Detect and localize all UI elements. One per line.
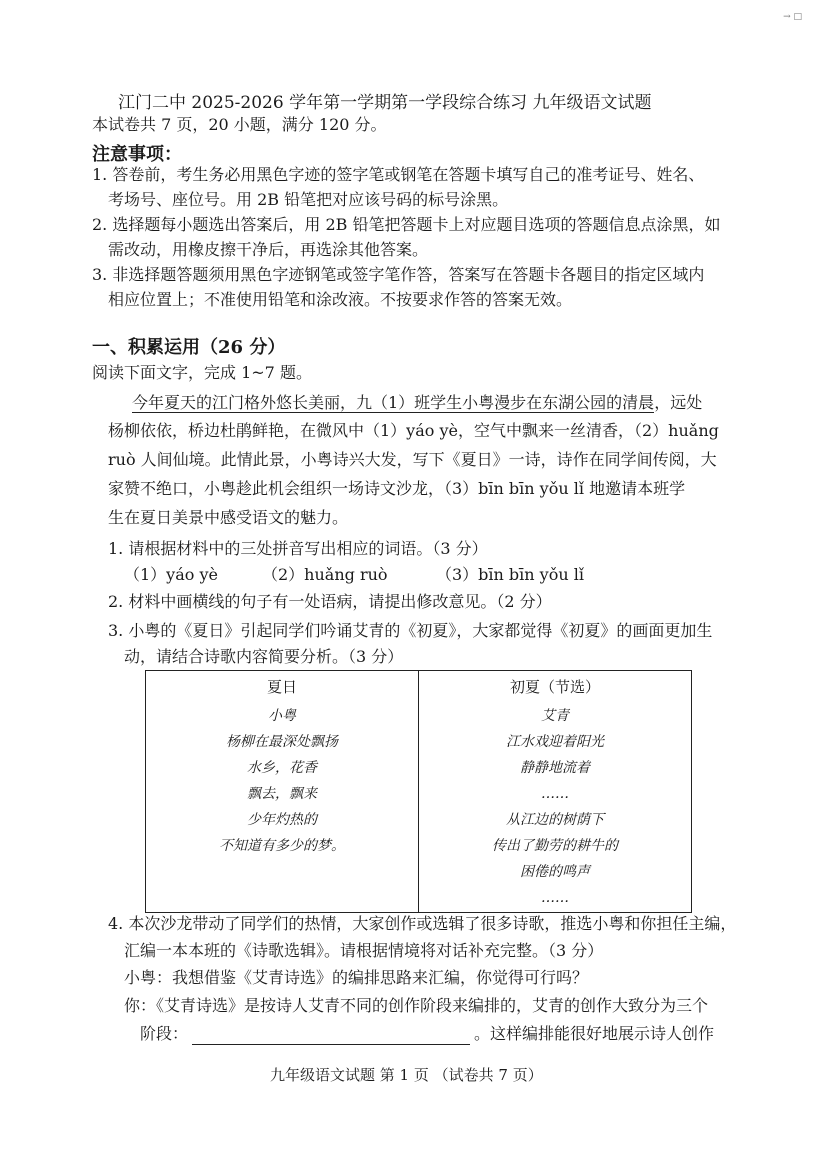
section-heading: 一、积累运用（26 分） (92, 337, 286, 358)
notice-line-5: 3. 非选择题答题须用黑色字迹钢笔或签字笔作答，答案写在答题卡各题目的指定区域内 (92, 265, 705, 284)
passage-line-5: 生在夏日美景中感受语文的魅力。 (108, 508, 349, 527)
poem-right-line: 困倦的鸣声 (520, 864, 590, 880)
q2-stem: 2. 材料中画横线的句子有一处语病，请提出修改意见。（2 分） (108, 592, 552, 611)
poem-right-line: …… (541, 890, 569, 906)
q4-stem-line-2: 汇编一本本班的《诗歌选辑》。请根据情境将对话补充完整。（3 分） (124, 941, 604, 960)
poem-right-cell (419, 671, 692, 913)
poem-left-cell (146, 671, 419, 913)
notice-line-1: 1. 答卷前，考生务必用黑色字迹的签字笔或钢笔在答题卡填写自己的准考证号、姓名、 (92, 165, 705, 184)
notice-heading: 注意事项： (92, 144, 182, 165)
poem-left-line: 杨柳在最深处飘扬 (226, 734, 338, 750)
q3-stem-line-1: 3. 小粤的《夏日》引起同学们吟诵艾青的《初夏》，大家都觉得《初夏》的画面更加生 (108, 621, 713, 640)
poem-left-line: 少年灼热的 (247, 812, 317, 828)
q4-dialog-2: 你：《艾青诗选》是按诗人艾青不同的创作阶段来编排的，艾青的创作大致分为三个 (124, 996, 709, 1015)
notice-line-6: 相应位置上；不准使用铅笔和涂改液。不按要求作答的答案无效。 (108, 290, 573, 309)
answer-blank-line[interactable] (192, 1028, 470, 1045)
poem-right-line: 艾青 (541, 708, 569, 724)
poem-left-title: 夏日 (266, 678, 297, 696)
poem-right-line: …… (541, 786, 569, 802)
passage-line-1-rest: ，远处 (654, 393, 703, 412)
q4-dialog-3-suffix: 。这样编排能很好地展示诗人创作 (474, 1024, 715, 1043)
poem-right-title: 初夏（节选） (509, 678, 600, 696)
underlined-sentence: 今年夏天的江门格外悠长美丽，九（1）班学生小粤漫步在东湖公园的清晨 (132, 393, 655, 412)
poem-left-line: 不知道有多少的梦。 (219, 838, 345, 854)
q4-dialog-3 (140, 1023, 714, 1045)
q1-answer-2: （2）huǎng ruò (262, 565, 388, 584)
passage-line-3: ruò 人间仙境。此情此景，小粤诗兴大发，写下《夏日》一诗，诗作在同学间传阅，大 (108, 450, 717, 469)
poem-left-line: 小粤 (268, 708, 296, 724)
section-instruction: 阅读下面文字，完成 1~7 题。 (92, 363, 312, 382)
passage-line-4: 家赞不绝口，小粤趁此机会组织一场诗文沙龙，（3）bīn bīn yǒu lǐ 地邀请本班学 (108, 479, 686, 498)
notice-line-4: 需改动，用橡皮擦干净后，再选涂其他答案。 (108, 240, 429, 259)
q3-stem-line-2: 动，请结合诗歌内容简要分析。（3 分） (124, 647, 404, 666)
q1-answer-1: （1）yáo yè (124, 565, 218, 584)
poem-right-line: 静静地流着 (520, 760, 590, 776)
page-footer: 九年级语文试题 第 1 页 （试卷共 7 页） (270, 1066, 543, 1084)
poem-left-line: 飘去，飘来 (247, 786, 317, 802)
poem-right-line: 传出了勤劳的耕牛的 (492, 838, 618, 854)
poem-left-line: 水乡，花香 (247, 760, 317, 776)
q4-dialog-1: 小粤：我想借鉴《艾青诗选》的编排思路来汇编，你觉得可行吗？ (124, 968, 589, 987)
q4-stem-line-1: 4. 本次沙龙带动了同学们的热情，大家创作或选辑了很多诗歌，推选小粤和你担任主编， (108, 914, 737, 933)
poem-right-line: 从江边的树荫下 (506, 812, 604, 828)
poem-right-line: 江水戏迎着阳光 (506, 734, 604, 750)
passage-line-2: 杨柳依依，桥边杜鹃鲜艳，在微风中（1）yáo yè，空气中飘来一丝清香，（2）huǎng (108, 421, 719, 440)
exam-title: 江门二中 2025-2026 学年第一学期第一学段综合练习 九年级语文试题 (118, 93, 652, 113)
exam-info: 本试卷共 7 页，20 小题，满分 120 分。 (92, 115, 387, 134)
poem-comparison-table (145, 670, 692, 913)
q1-answer-3: （3）bīn bīn yǒu lǐ (436, 565, 584, 584)
corner-scan-mark: → □ (783, 12, 802, 22)
passage-line-1 (132, 392, 702, 414)
notice-line-2: 考场号、座位号。用 2B 铅笔把对应该号码的标号涂黑。 (108, 190, 509, 209)
q1-stem: 1. 请根据材料中的三处拼音写出相应的词语。（3 分） (108, 539, 488, 558)
notice-line-3: 2. 选择题每小题选出答案后，用 2B 铅笔把答题卡上对应题目选项的答题信息点涂黑，如 (92, 215, 721, 234)
q4-dialog-3-prefix: 阶段： (140, 1024, 189, 1043)
